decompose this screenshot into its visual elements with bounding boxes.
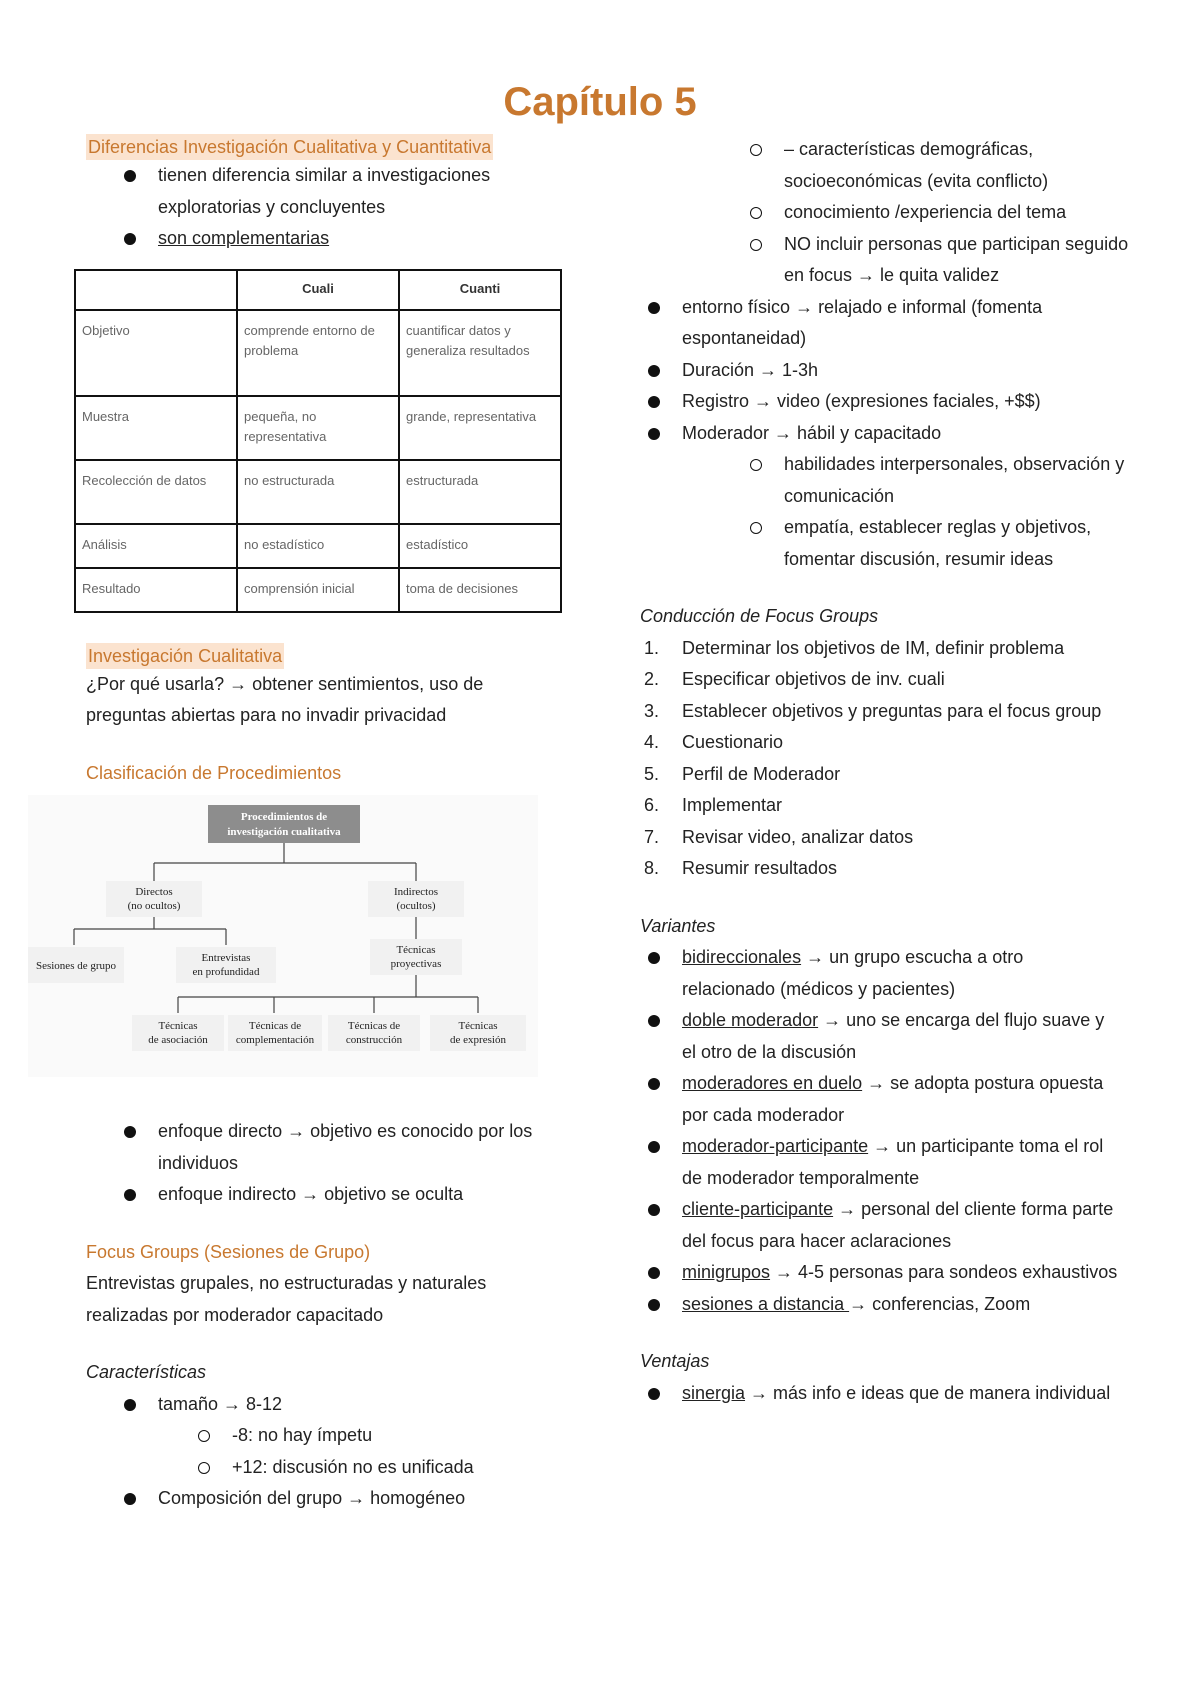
- moderator-sublist: [748, 449, 1128, 575]
- indirect-label-2: (ocultos): [396, 900, 436, 912]
- expression-label-1: Técnicas: [458, 1020, 498, 1032]
- direct-label-2: (no ocultos): [127, 900, 181, 912]
- list-item: empatía, establecer reglas y objetivos, fomentar discusión, resumir ideas: [748, 512, 1128, 575]
- list-item: 3. Establecer objetivos y preguntas para el focus group: [644, 700, 1102, 721]
- list-item: 4. Cuestionario: [644, 732, 784, 752]
- table-cell: pequeña, no representativa: [237, 396, 399, 460]
- list-item: moderador-participante → un participante toma el rol de moderador temporalmente: [610, 1131, 1120, 1194]
- table-header-cell: Cuali: [237, 270, 399, 310]
- list-item: habilidades interpersonales, observación y comunicación: [748, 449, 1128, 512]
- list-item: tamaño → 8-12: [86, 1389, 566, 1421]
- table-cell: Resultado: [75, 568, 237, 612]
- characteristics-list-cont: [610, 292, 1120, 450]
- focus-groups-heading: Focus Groups (Sesiones de Grupo): [86, 1241, 371, 1262]
- list-item: cliente-participante → personal del cliente forma parte del focus para hacer aclaraciones: [610, 1194, 1120, 1257]
- classification-heading: Clasificación de Procedimientos: [86, 762, 342, 783]
- composition-sublist: [748, 134, 1138, 292]
- list-item: enfoque indirecto → objetivo se oculta: [86, 1179, 566, 1211]
- construction-label-2: construcción: [345, 1034, 403, 1046]
- conduction-heading: Conducción de Focus Groups: [640, 606, 879, 626]
- table-cell: Recolección de datos: [75, 460, 237, 524]
- table-cell: Objetivo: [75, 310, 237, 396]
- no-include-text: NO incluir personas que participan seguido en focus → le quita validez: [784, 233, 1129, 285]
- section-qualitative-heading: Investigación Cualitativa: [86, 643, 566, 669]
- list-item: sinergia → más info e ideas que de manera individual: [610, 1378, 1120, 1410]
- complementary-text: son complementarias: [158, 228, 330, 248]
- variants-heading: Variantes: [640, 915, 716, 936]
- characteristics-heading: Características: [86, 1362, 207, 1382]
- table-header-cell: Cuanti: [399, 270, 561, 310]
- list-item: 5. Perfil de Moderador: [644, 763, 841, 784]
- table-row: [75, 310, 561, 396]
- variants-list: [610, 942, 1120, 1320]
- list-item: sesiones a distancia → conferencias, Zoom: [610, 1289, 1120, 1321]
- indirect-label-1: Indirectos: [394, 886, 438, 898]
- list-item: doble moderador → uno se encarga del flujo suave y el otro de la discusión: [610, 1005, 1120, 1068]
- list-item: 2. Especificar objetivos de inv. cuali: [644, 669, 945, 689]
- list-item: Composición del grupo → homogéneo: [86, 1483, 566, 1515]
- interviews-label-2: en profundidad: [192, 966, 260, 978]
- table-cell: Muestra: [75, 396, 237, 460]
- list-item: [86, 223, 566, 255]
- table-header-row: [75, 270, 561, 310]
- association-label-1: Técnicas: [158, 1020, 198, 1032]
- list-item: moderadores en duelo → se adopta postura opuesta por cada moderador: [610, 1068, 1120, 1131]
- completion-label-1: Técnicas de: [248, 1020, 302, 1032]
- interviews-label-1: Entrevistas: [201, 952, 251, 964]
- approach-list: [86, 1116, 566, 1211]
- list-item: Moderador → hábil y capacitado: [610, 418, 1120, 450]
- list-item: [748, 229, 1138, 292]
- table-row: [75, 460, 561, 524]
- list-item: 7. Revisar video, analizar datos: [644, 826, 914, 847]
- qualitative-text: ¿Por qué usarla? → obtener sentimientos, uso de preguntas abiertas para no invadir privacidad: [86, 673, 484, 725]
- expression-label-2: de expresión: [450, 1034, 506, 1046]
- procedures-diagram: [28, 795, 538, 1077]
- list-item: -8: no hay ímpetu: [196, 1420, 566, 1452]
- list-item: enfoque directo → objetivo es conocido por los individuos: [86, 1116, 566, 1179]
- table-cell: toma de decisiones: [399, 568, 561, 612]
- list-item: Duración → 1-3h: [610, 355, 1120, 387]
- list-item: 6. Implementar: [644, 795, 783, 815]
- projective-label-1: Técnicas: [396, 944, 436, 956]
- comparison-table: [74, 269, 562, 613]
- construction-label-1: Técnicas de: [347, 1020, 401, 1032]
- projective-label-2: proyectivas: [390, 958, 442, 970]
- direct-label-1: Directos: [135, 886, 173, 898]
- root-label-2: investigación cualitativa: [227, 826, 341, 838]
- conduction-steps: [610, 633, 1120, 885]
- table-cell: no estadístico: [237, 524, 399, 568]
- advantages-list: [610, 1378, 1120, 1410]
- table-row: [75, 396, 561, 460]
- root-label-1: Procedimientos de: [240, 811, 328, 823]
- list-item: tienen diferencia similar a investigaciones exploratorias y concluyentes: [86, 160, 566, 223]
- sessions-label: Sesiones de grupo: [35, 960, 117, 972]
- completion-label-2: complementación: [235, 1034, 315, 1046]
- right-column: [640, 134, 1129, 1409]
- table-row: [75, 568, 561, 612]
- list-item: entorno físico → relajado e informal (fomenta espontaneidad): [610, 292, 1120, 355]
- composition-list: [86, 1483, 566, 1515]
- list-item: +12: discusión no es unificada: [196, 1452, 566, 1484]
- list-item: 1. Determinar los objetivos de IM, definir problema: [644, 637, 1065, 658]
- list-item: minigrupos → 4-5 personas para sondeos exhaustivos: [610, 1257, 1120, 1289]
- characteristics-list: [86, 1389, 566, 1421]
- table-cell: estadístico: [399, 524, 561, 568]
- table-cell: cuantificar datos y generaliza resultados: [399, 310, 561, 396]
- table-row: [75, 524, 561, 568]
- left-column: [35, 134, 566, 1515]
- differences-list: [86, 160, 566, 255]
- list-item: Registro → video (expresiones faciales, +$$): [610, 386, 1120, 418]
- page-title: Capítulo 5: [503, 80, 697, 124]
- table-cell: comprensión inicial: [237, 568, 399, 612]
- section-differences-heading: Diferencias Investigación Cualitativa y Cuantitativa: [86, 134, 566, 160]
- list-item: conocimiento /experiencia del tema: [748, 197, 1138, 229]
- size-sublist: [196, 1420, 566, 1483]
- advantages-heading: Ventajas: [640, 1351, 710, 1371]
- table-cell: grande, representativa: [399, 396, 561, 460]
- list-item: bidireccionales → un grupo escucha a otro relacionado (médicos y pacientes): [610, 942, 1120, 1005]
- table-header-cell: [75, 270, 237, 310]
- table-cell: comprende entorno de problema: [237, 310, 399, 396]
- association-label-2: de asociación: [148, 1034, 208, 1046]
- table-cell: Análisis: [75, 524, 237, 568]
- list-item: 8. Resumir resultados: [644, 858, 838, 878]
- table-cell: no estructurada: [237, 460, 399, 524]
- focus-groups-text: Entrevistas grupales, no estructuradas y naturales realizadas por moderador capacitado: [86, 1273, 487, 1325]
- list-item: – características demográficas, socioeconómicas (evita conflicto): [748, 134, 1138, 197]
- table-cell: estructurada: [399, 460, 561, 524]
